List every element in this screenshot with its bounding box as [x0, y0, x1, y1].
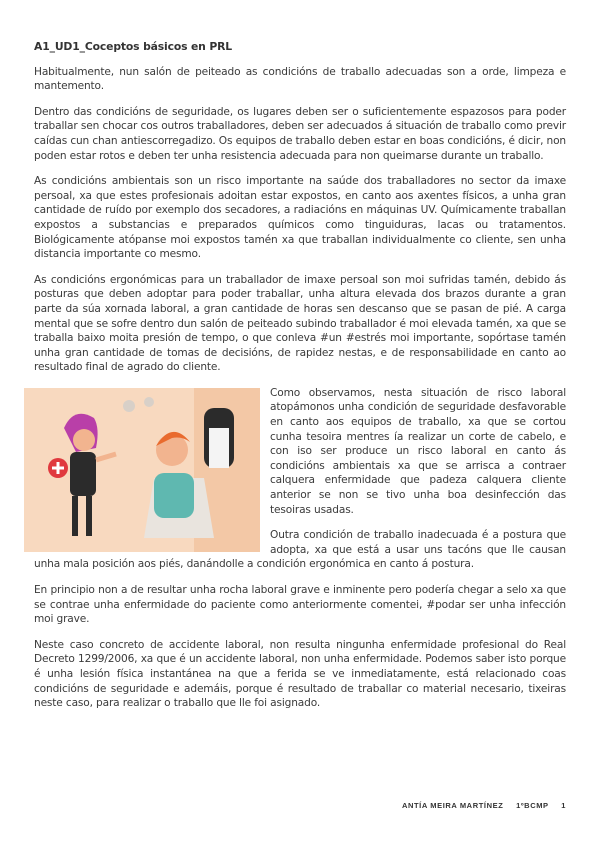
- paragraph: Outra condición de traballo inadecuada é a postura que adopta, xa que está a usar uns tacóns que lle causan unha mala posición aos piés, danándolle a condición ergonómica en canto á postura.: [34, 529, 566, 571]
- document-page: [34, 40, 566, 722]
- paragraph: As condicións ambientais son un risco importante na saúde dos traballadores no sector da imaxe persoal, xa que estes profesionais adoitan estar expostos, en canto aos axentes físicos, a unha gran cantidade de ruído por exemplo dos secadores, a radiacións en máquinas UV. Químicamente traballan expostos a substancias e preparados químicos como tinguiduras, lacas ou tratamentos. Biológicamente atópanse moi expostos tamén xa que traballan individualmente co cliente, sen unha distancia importante co mesmo.: [34, 175, 566, 261]
- footer-course: 1ºBCMP: [516, 801, 549, 810]
- paragraph: En principio non a de resultar unha rocha laboral grave e inminente pero podería chegar a selo xa que se contrae unha enfermidade do paciente como anteriormente comentei, #podar ser unha infección moi grave.: [34, 584, 566, 626]
- page-footer: [392, 801, 566, 810]
- paragraph: Como observamos, nesta situación de risco laboral atopámonos unha condición de seguridade desfavorable en canto aos equipos de traballo, xa que se cortou cunha tesoira mentres ía realizar un corte de cabelo, e con iso ser produce un risco laboral en canto ás condicións ambientais xa que se arrisca a contraer calquera enfermidade que padeza calquera cliente anterior se non se tivo unha boa desinfección das tesoiras usadas.: [270, 386, 566, 516]
- footer-author: ANTÍA MEIRA MARTÍNEZ: [401, 801, 504, 810]
- document-title: A1_UD1_Coceptos básicos en PRL: [34, 40, 232, 53]
- page-number: 1: [561, 801, 566, 810]
- paragraph: As condicións ergonómicas para un traballador de imaxe persoal son moi sufridas tamén, debido ás posturas que deben adoptar para poder traballar, unha altura elevada dos brazos durante a gran parte da súa xornada laboral, a gran cantidade de horas sen descanso que se pasan de pié. A carga mental que se sofre dentro dun salón de peiteado subindo traballador é moi elevada tamén, xa que se traballa baixo moita presión de tempo, o que conleva #un #estrés moi importante, sopórtase tamén unha gran cantidade de tomas de decisións, de rapidez nestas, e de responsabilidade en canto ao resultado final de agrado do cliente.: [34, 273, 566, 374]
- salon-accident-illustration: [24, 388, 260, 552]
- paragraph: Habitualmente, nun salón de peiteado as condicións de traballo adecuadas son a orde, limpeza e mantemento.: [34, 65, 566, 93]
- paragraph: Dentro das condicións de seguridade, os lugares deben ser o suficientemente espazosos para poder traballar sen chocar cos outros traballadores, deben ser adecuados á situación de traballo como previr caídas cun chan antiescorregadizo. Os equipos de traballo deben estar en boas condicións, é dicir, non poden estar rotos e deben ter unha resistencia adecuada para non queimarse durante un traballo.: [34, 105, 566, 162]
- paragraph: Neste caso concreto de accidente laboral, non resulta ningunha enfermidade profesional do Real Decreto 1299/2006, xa que é un accidente laboral, non unha enfermidade. Podemos saber isto porque é unha lesión física instantánea na que a ferida se ve inmediatamente, está relacionado coas condicións de seguridade e ademáis, porque é resultado de traballar co material necesario, tixeiras neste caso, para realizar o traballo que lle foi asignado.: [34, 638, 566, 710]
